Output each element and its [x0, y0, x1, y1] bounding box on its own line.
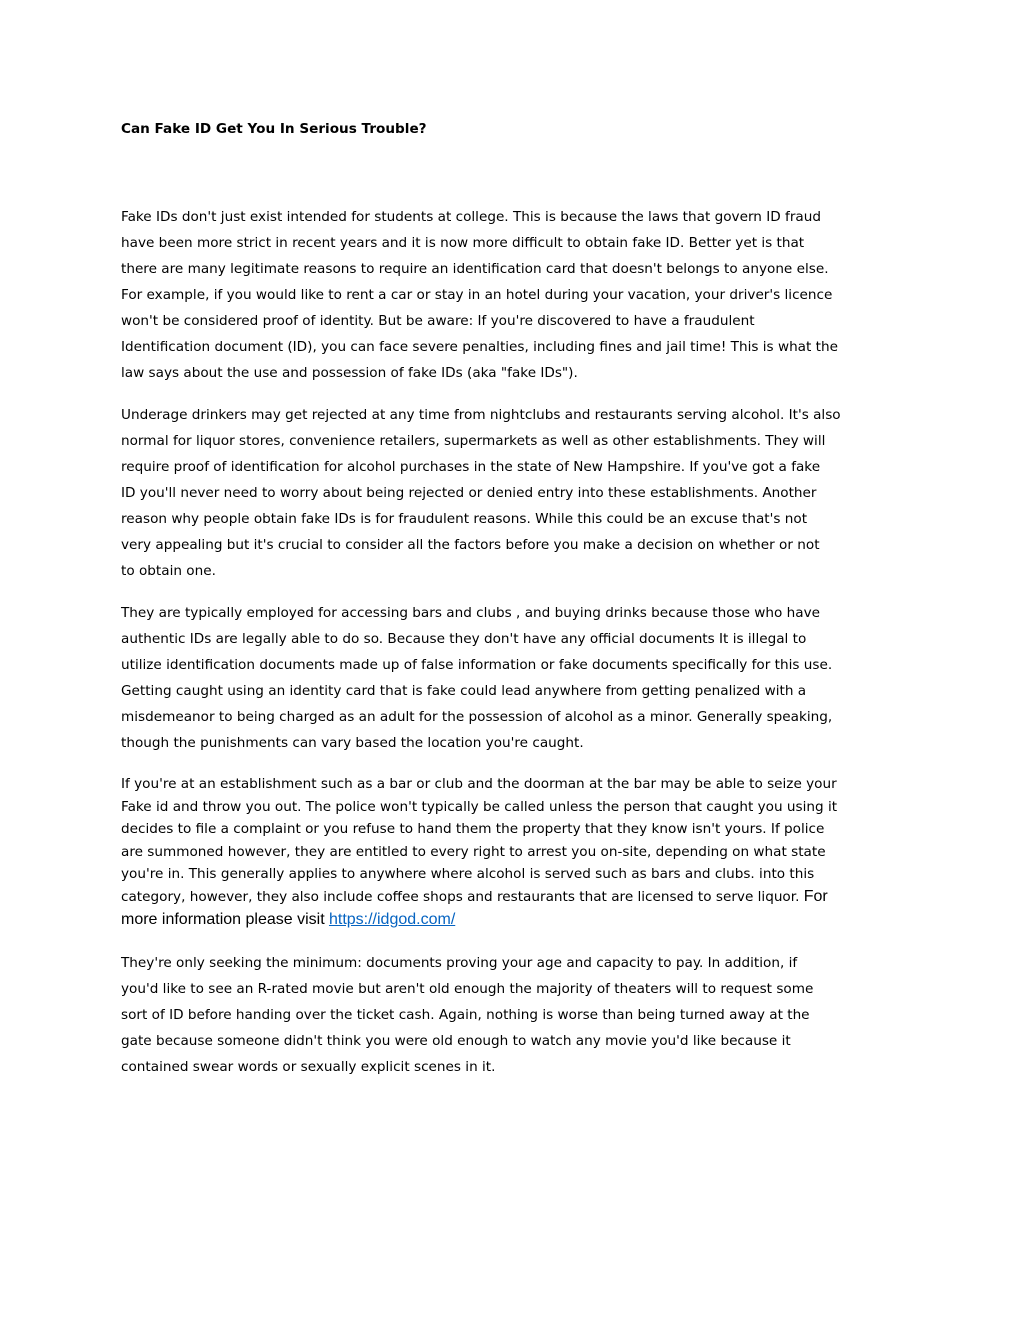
- text-line: require proof of identification for alcohol purchases in the state of New Hampshire. If you've got a fake: [121, 459, 821, 475]
- text-segment: For: [803, 887, 828, 905]
- text-line: utilize identification documents made up of false information or fake documents specifically for this use.: [121, 657, 833, 673]
- text-line: gate because someone didn't think you were old enough to watch any movie you'd like because it: [121, 1033, 791, 1049]
- text-line: have been more strict in recent years and it is now more difficult to obtain fake ID. Better yet is that: [121, 235, 805, 251]
- idgod-link[interactable]: https://idgod.com/: [328, 910, 456, 928]
- text-line: won't be considered proof of identity. But be aware: If you're discovered to have a fraudulent: [121, 313, 755, 329]
- text-line: to obtain one.: [121, 563, 216, 579]
- text-line: decides to file a complaint or you refuse to hand them the property that they know isn't yours. If police: [121, 821, 825, 838]
- text-line: authentic IDs are legally able to do so. Because they don't have any official documents It is illegal to: [121, 631, 807, 647]
- text-line: They are typically employed for accessing bars and clubs , and buying drinks because those who have: [121, 605, 821, 621]
- text-line: very appealing but it's crucial to consider all the factors before you make a decision on whether or not: [121, 537, 820, 553]
- text-line: law says about the use and possession of fake IDs (aka "fake IDs").: [121, 365, 578, 381]
- text-line: ID you'll never need to worry about being rejected or denied entry into these establishments. Another: [121, 485, 817, 501]
- text-line: If you're at an establishment such as a bar or club and the doorman at the bar may be able to seize your: [121, 776, 837, 792]
- text-line: Underage drinkers may get rejected at any time from nightclubs and restaurants serving alcohol. It's also: [121, 407, 841, 423]
- paragraph-5: [121, 950, 921, 1080]
- text-line: normal for liquor stores, convenience retailers, supermarkets as well as other establishments. They will: [121, 433, 826, 449]
- text-line: sort of ID before handing over the ticket cash. Again, nothing is worse than being turned away at the: [121, 1007, 810, 1023]
- text-line: though the punishments can vary based the location you're caught.: [121, 735, 584, 751]
- paragraph-2: [121, 402, 921, 584]
- text-line: They're only seeking the minimum: documents proving your age and capacity to pay. In addition, if: [121, 955, 798, 971]
- text-line: [121, 909, 921, 932]
- text-line: you're in. This generally applies to anywhere where alcohol is served such as bars and clubs. into this: [121, 866, 815, 883]
- paragraph-4: [121, 773, 921, 931]
- text-line: misdemeanor to being charged as an adult for the possession of alcohol as a minor. Generally speaking,: [121, 709, 833, 725]
- text-line: [121, 886, 921, 909]
- document-title: Can Fake ID Get You In Serious Trouble?: [121, 121, 427, 137]
- text-segment: more information please visit: [121, 910, 325, 928]
- text-line: reason why people obtain fake IDs is for fraudulent reasons. While this could be an excuse that's not: [121, 511, 808, 527]
- text-line: contained swear words or sexually explicit scenes in it.: [121, 1059, 496, 1075]
- text-line: there are many legitimate reasons to require an identification card that doesn't belongs to anyone else.: [121, 261, 829, 277]
- text-line: Fake IDs don't just exist intended for students at college. This is because the laws that govern ID fraud: [121, 209, 821, 225]
- text-line: Getting caught using an identity card that is fake could lead anywhere from getting penalized with a: [121, 683, 807, 699]
- text-segment: category, however, they also include coffee shops and restaurants that are licensed to serve liquor.: [121, 888, 800, 905]
- text-line: Identification document (ID), you can face severe penalties, including fines and jail time! This is what the: [121, 339, 838, 355]
- text-line: Fake id and throw you out. The police won't typically be called unless the person that caught you using it: [121, 798, 838, 815]
- paragraph-3: [121, 600, 921, 756]
- text-line: are summoned however, they are entitled to every right to arrest you on-site, depending on what state: [121, 843, 826, 860]
- paragraph-1: [121, 204, 921, 386]
- text-line: you'd like to see an R-rated movie but aren't old enough the majority of theaters will to request some: [121, 981, 814, 997]
- text-line: For example, if you would like to rent a car or stay in an hotel during your vacation, your driver's licence: [121, 287, 833, 303]
